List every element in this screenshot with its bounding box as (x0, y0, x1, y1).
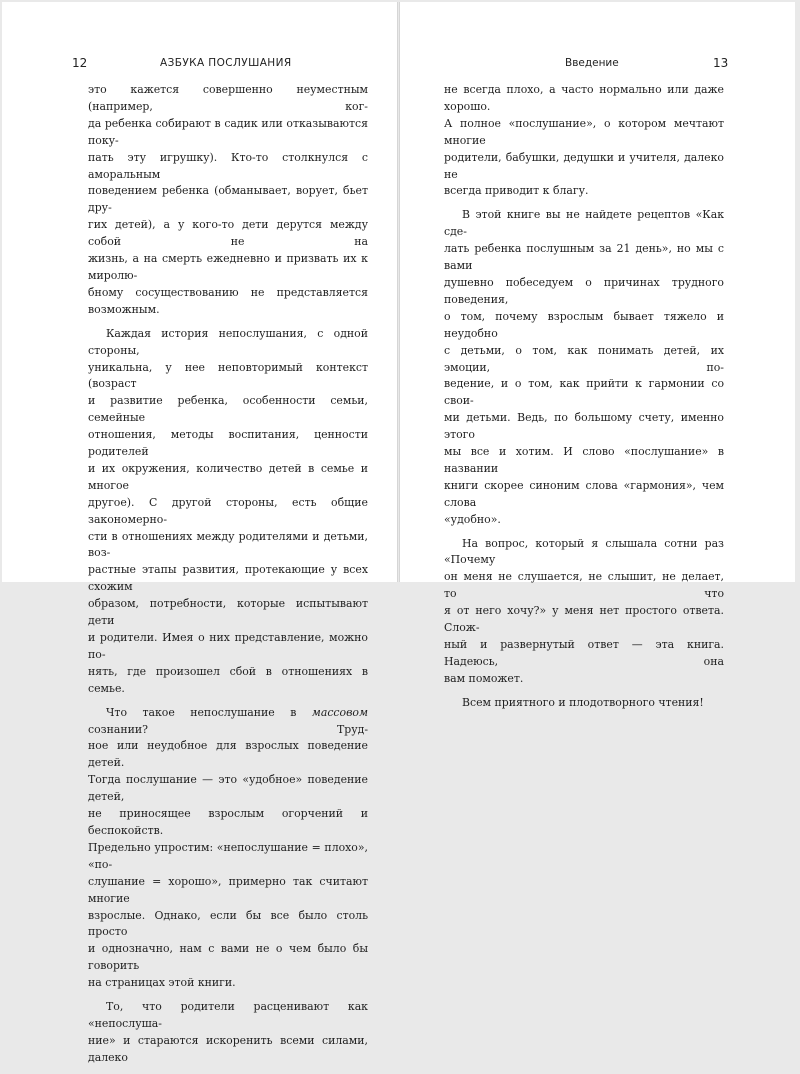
text-line: не приносящее взрослым огорчений и беспокойств. (88, 807, 368, 837)
paragraph (88, 999, 368, 1067)
text-line: лать ребенка послушным за 21 день», но мы с вами (444, 242, 724, 273)
text-line: Всем приятного и плодотворного чтения! (462, 695, 704, 709)
text-line: бному сосуществованию не представляется возможным. (88, 285, 368, 316)
text-line: на страницах этой книги. (88, 976, 236, 990)
text-line: мы все и хотим. И слово «послушание» в названии (444, 445, 724, 475)
right-page (399, 2, 795, 709)
text-line: ный и развернутый ответ — эта книга. Надеюсь, она (444, 638, 724, 668)
page-number: 12 (72, 56, 88, 70)
paragraph (88, 82, 368, 319)
running-title: Введение (565, 57, 619, 69)
text-line: жизнь, а на смерть ежедневно и призвать их к миролю- (88, 252, 368, 282)
text-line: ное или неудобное для взрослых поведение детей. (88, 739, 368, 770)
text-line: гих детей), а у кого-то дети дерутся между собой не на (88, 218, 368, 249)
text-line: и их окружения, количество детей в семье и многое (88, 461, 368, 492)
text-line: не всегда плохо, а часто нормально или даже хорошо. (444, 83, 724, 113)
page-number: 13 (713, 56, 729, 70)
text-line: В этой книге вы не найдете рецептов «Как сде- (444, 208, 724, 239)
emphasis: массовом (311, 705, 368, 719)
text-line: другое). С другой стороны, есть общие закономерно- (88, 495, 368, 526)
paragraph (444, 536, 724, 688)
text-line: ведение, и о том, как прийти к гармонии со свои- (444, 377, 724, 408)
text-line: «удобно». (444, 512, 501, 526)
text-line: поведением ребенка (обманывает, ворует, бьет дру- (88, 184, 368, 215)
paragraph (88, 705, 368, 992)
text-line: нять, где произошел сбой в отношениях в семье. (88, 664, 368, 695)
text-line: слушание = хорошо», примерно так считают многие (88, 874, 368, 905)
text-line: душевно побеседуем о причинах трудного поведения, (444, 275, 724, 306)
text-line: он меня не слушается, не слышит, не делает, то что (444, 570, 724, 601)
paragraph (88, 326, 368, 698)
text-line: пать эту игрушку). Кто-то столкнулся с аморальным (88, 150, 368, 181)
left-page (2, 2, 398, 1064)
text-run: сознании? Труд- (88, 722, 368, 736)
text-line: да ребенка собирают в садик или отказываются поку- (88, 116, 368, 147)
text-line: образом, потребности, которые испытывают дети (88, 597, 368, 628)
text-line: это кажется совершенно неуместным (например, ког- (88, 83, 368, 113)
running-title: АЗБУКА ПОСЛУШАНИЯ (160, 57, 292, 69)
text-line: и родители. Имея о них представление, можно по- (88, 631, 368, 661)
body-text (88, 82, 368, 1074)
text-line (88, 705, 368, 739)
text-line: Предельно упростим: «непослушание = плохо», «по- (88, 840, 368, 871)
text-line: На вопрос, который я слышала сотни раз «Почему (444, 536, 724, 567)
text-line: ми детьми. Ведь, по большому счету, именно этого (444, 411, 724, 442)
text-line: книги скорее синоним слова «гармония», чем слова (444, 478, 724, 509)
text-line: и однозначно, нам с вами не о чем было бы говорить (88, 942, 368, 973)
text-line: То, что родители расценивают как «непослуша- (88, 1000, 368, 1030)
text-line: Каждая история непослушания, с одной стороны, (88, 326, 368, 357)
text-line: отношения, методы воспитания, ценности родителей (88, 428, 368, 459)
paragraph (444, 207, 724, 528)
text-line: с детьми, о том, как понимать детей, их эмоции, по- (444, 343, 724, 374)
text-line: родители, бабушки, дедушки и учителя, далеко не (444, 150, 724, 181)
text-line: взрослые. Однако, если бы все было столь просто (88, 908, 368, 939)
text-line: я от него хочу?» у меня нет простого ответа. Слож- (444, 604, 724, 635)
paragraph (444, 695, 724, 712)
text-line: сти в отношениях между родителями и детьми, воз- (88, 529, 368, 560)
text-line: А полное «послушание», о котором мечтают многие (444, 116, 724, 147)
body-text (444, 82, 724, 719)
text-line: ние» и стараются искоренить всеми силами, далеко (88, 1033, 368, 1064)
text-line: растные этапы развития, протекающие у всех схожим (88, 563, 368, 594)
text-line: вам поможет. (444, 671, 524, 685)
text-line: о том, почему взрослым бывает тяжело и неудобно (444, 309, 724, 340)
text-run: Что такое непослушание в (106, 705, 312, 719)
text-line: и развитие ребенка, особенности семьи, семейные (88, 394, 368, 425)
text-line: Тогда послушание — это «удобное» поведение детей, (88, 773, 368, 804)
paragraph (444, 82, 724, 200)
text-line: уникальна, у нее неповторимый контекст (возраст (88, 360, 368, 391)
text-line: всегда приводит к благу. (444, 184, 589, 198)
